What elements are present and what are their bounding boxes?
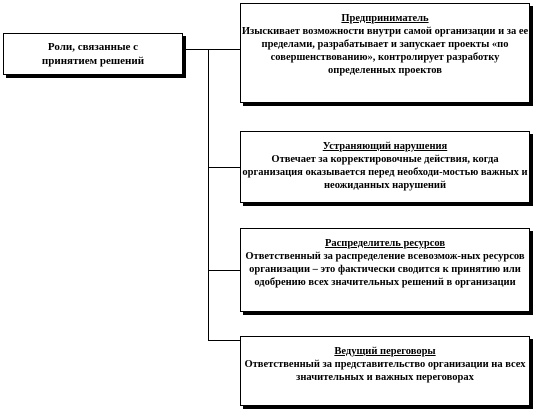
role-description: Изыскивает возможности внутри самой организации и за ее пределами, разрабатывает и запускает проекты «по совершенствованию», контролирует разработку определенных проектов bbox=[241, 26, 529, 76]
connector-branch-role-2 bbox=[208, 167, 240, 168]
role-description: Ответственный за представительство организации на всех значительных и важных переговорах bbox=[244, 359, 526, 383]
role-description: Ответственный за распределение всевозмож-ных ресурсов организации – это фактически сводится к принятию или одобрению всех значительных решений в организации bbox=[245, 251, 525, 288]
role-title: Устраняющий нарушения bbox=[322, 141, 448, 152]
role-node-entrepreneur bbox=[240, 3, 530, 103]
role-description: Отвечает за корректировочные действия, когда организация оказывается перед необходи-мостью важных и неожиданных нарушений bbox=[242, 154, 528, 191]
role-node-resource-allocator bbox=[240, 228, 530, 312]
connector-branch-role-4 bbox=[208, 340, 240, 341]
root-node bbox=[3, 33, 183, 75]
connector-branch-role-3 bbox=[208, 270, 240, 271]
role-title: Ведущий переговоры bbox=[334, 346, 436, 357]
role-node-negotiator bbox=[240, 336, 530, 406]
role-node-disturbance-handler bbox=[240, 131, 530, 203]
root-label-line2: принятием решений bbox=[41, 55, 145, 67]
root-label-line1: Роли, связанные с bbox=[47, 41, 139, 53]
role-title: Распределитель ресурсов bbox=[324, 238, 446, 249]
role-title: Предприниматель bbox=[341, 13, 429, 24]
connector-root bbox=[183, 49, 240, 50]
connector-trunk bbox=[208, 49, 209, 341]
